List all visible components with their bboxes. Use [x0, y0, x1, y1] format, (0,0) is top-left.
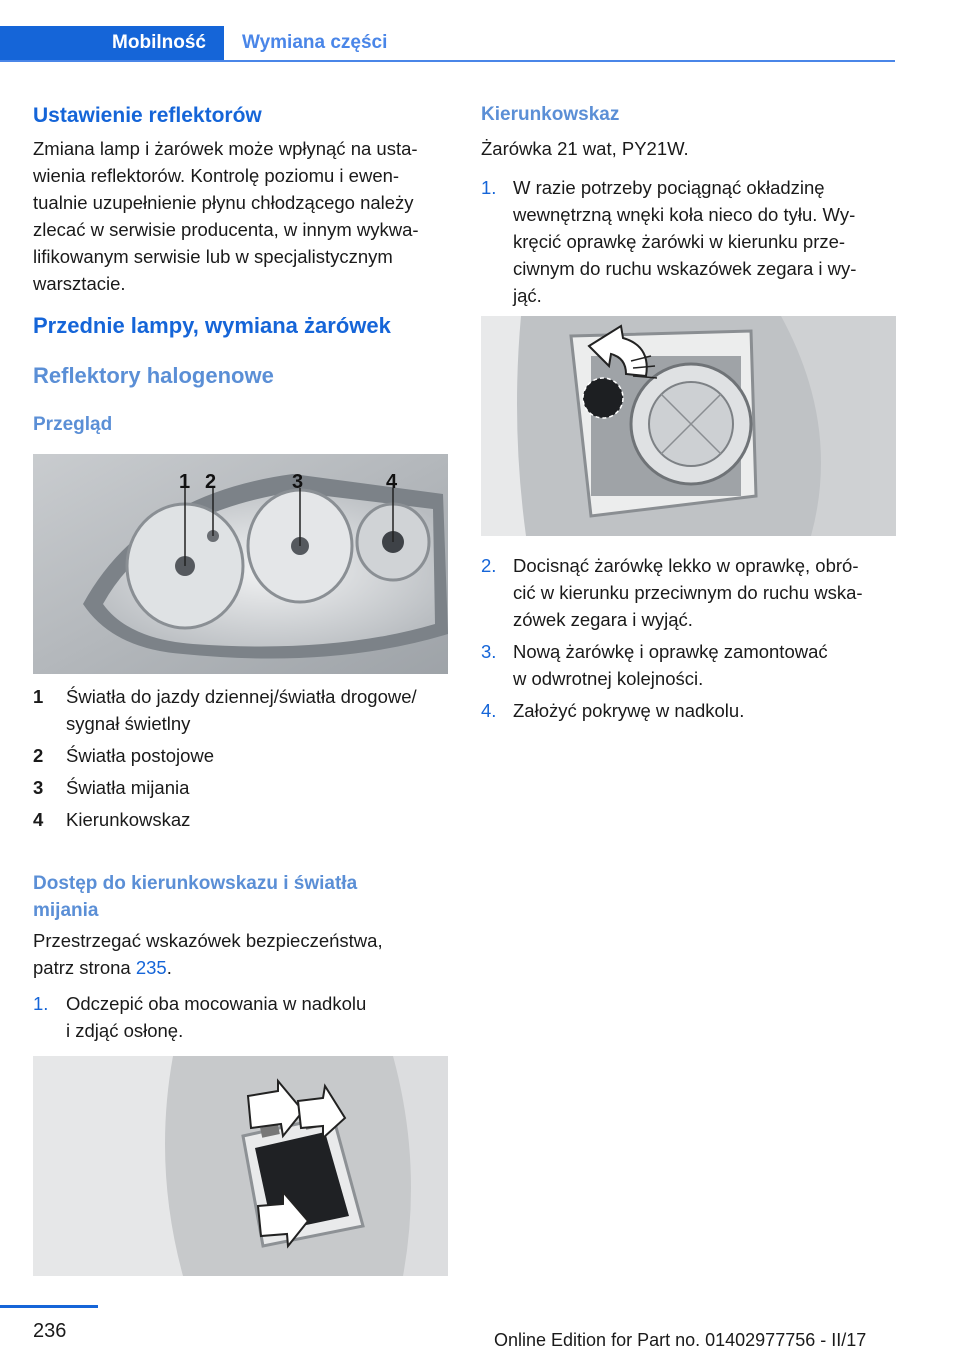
para-adjust-line: lifikowanym serwisie lub w specjalistycznym: [33, 246, 393, 267]
step-text: Nową żarówkę i oprawkę zamontować: [513, 641, 828, 662]
step-text: w odwrotnej kolejności.: [513, 668, 704, 689]
para-adjust-line: zlecać w serwisie producenta, w innym wykwa‐: [33, 219, 419, 240]
para-adjust-line: warsztacie.: [33, 273, 126, 294]
step-number: 1.: [33, 993, 49, 1014]
step-text: W razie potrzeby pociągnąć okładzinę: [513, 177, 825, 198]
headlight-image: [33, 454, 448, 674]
para-adjust-line: wienia reflektorów. Kontrolę poziomu i ewen‐: [33, 165, 400, 186]
header-subsection-tab: Wymiana części: [242, 32, 388, 53]
legend-number: 3: [33, 777, 44, 798]
para-adjust-line: tualnie uzupełnienie płynu chłodzącego należy: [33, 192, 414, 213]
wheel-arch-illustration: [33, 1056, 448, 1276]
step-text: wewnętrzną wnęki koła nieco do tyłu. Wy‐: [513, 204, 856, 225]
page-link[interactable]: 235: [135, 957, 167, 978]
step-text: kręcić oprawkę żarówki w kierunku prze‐: [513, 231, 846, 252]
heading-access-line: Dostęp do kierunkowskazu i światła: [33, 873, 358, 894]
heading-overview: Przegląd: [33, 414, 113, 435]
heading-indicator: Kierunkowskaz: [481, 104, 620, 125]
headlight-illustration: [33, 454, 448, 674]
legend-number: 2: [33, 745, 44, 766]
legend-text: Światła mijania: [66, 777, 190, 798]
step-text: Założyć pokrywę w nadkolu.: [513, 700, 745, 721]
legend-text: Kierunkowskaz: [66, 809, 191, 830]
callout-3: 3: [292, 471, 304, 493]
header-divider: [0, 60, 895, 62]
bulb-holder-illustration: [481, 316, 896, 536]
para-safety-line2: patrz strona 235.: [33, 957, 172, 978]
heading-access-line: mijania: [33, 900, 99, 921]
para-safety-line: Przestrzegać wskazówek bezpieczeństwa,: [33, 930, 383, 951]
edition-text: Online Edition for Part no. 01402977756 - II/17: [494, 1330, 867, 1350]
page-number: 236: [33, 1320, 67, 1342]
step-text: zówek zegara i wyjąć.: [513, 609, 693, 630]
callout-1: 1: [179, 471, 191, 493]
legend-number: 1: [33, 686, 44, 707]
step-text: ciwnym do ruchu wskazówek zegara i wy‐: [513, 258, 857, 279]
step-text: cić w kierunku przeciwnym do ruchu wska‐: [513, 582, 863, 603]
step-number: 4.: [481, 700, 497, 721]
wheel-arch-image: [33, 1056, 448, 1276]
header-section-tab: Mobilność: [0, 26, 224, 62]
bulb-spec: Żarówka 21 wat, PY21W.: [481, 138, 689, 159]
legend-text: Światła postojowe: [66, 745, 215, 766]
step-text: Docisnąć żarówkę lekko w oprawkę, obró‐: [513, 555, 859, 576]
legend-number: 4: [33, 809, 44, 830]
step-number: 1.: [481, 177, 497, 198]
bulb-holder-image: [481, 316, 896, 536]
heading-front-lamps: Przednie lampy, wymiana żarówek: [33, 313, 391, 338]
heading-halogen: Reflektory halogenowe: [33, 363, 274, 388]
callout-4: 4: [386, 471, 398, 493]
heading-adjust: Ustawienie reflektorów: [33, 104, 262, 127]
legend-text: sygnał świetlny: [66, 713, 191, 734]
para-safety-text: patrz strona: [33, 957, 136, 978]
callout-2: 2: [205, 471, 217, 493]
legend-text: Światła do jazdy dziennej/światła drogowe/: [66, 686, 417, 707]
footer-divider: [0, 1305, 98, 1308]
heading-access: [33, 870, 357, 924]
step-number: 2.: [481, 555, 497, 576]
step-text: Odczepić oba mocowania w nadkolu: [66, 993, 367, 1014]
para-adjust-line: Zmiana lamp i żarówek może wpłynąć na usta‐: [33, 138, 418, 159]
step-text: jąć.: [513, 285, 542, 306]
step-text: i zdjąć osłonę.: [66, 1020, 184, 1041]
step-number: 3.: [481, 641, 497, 662]
